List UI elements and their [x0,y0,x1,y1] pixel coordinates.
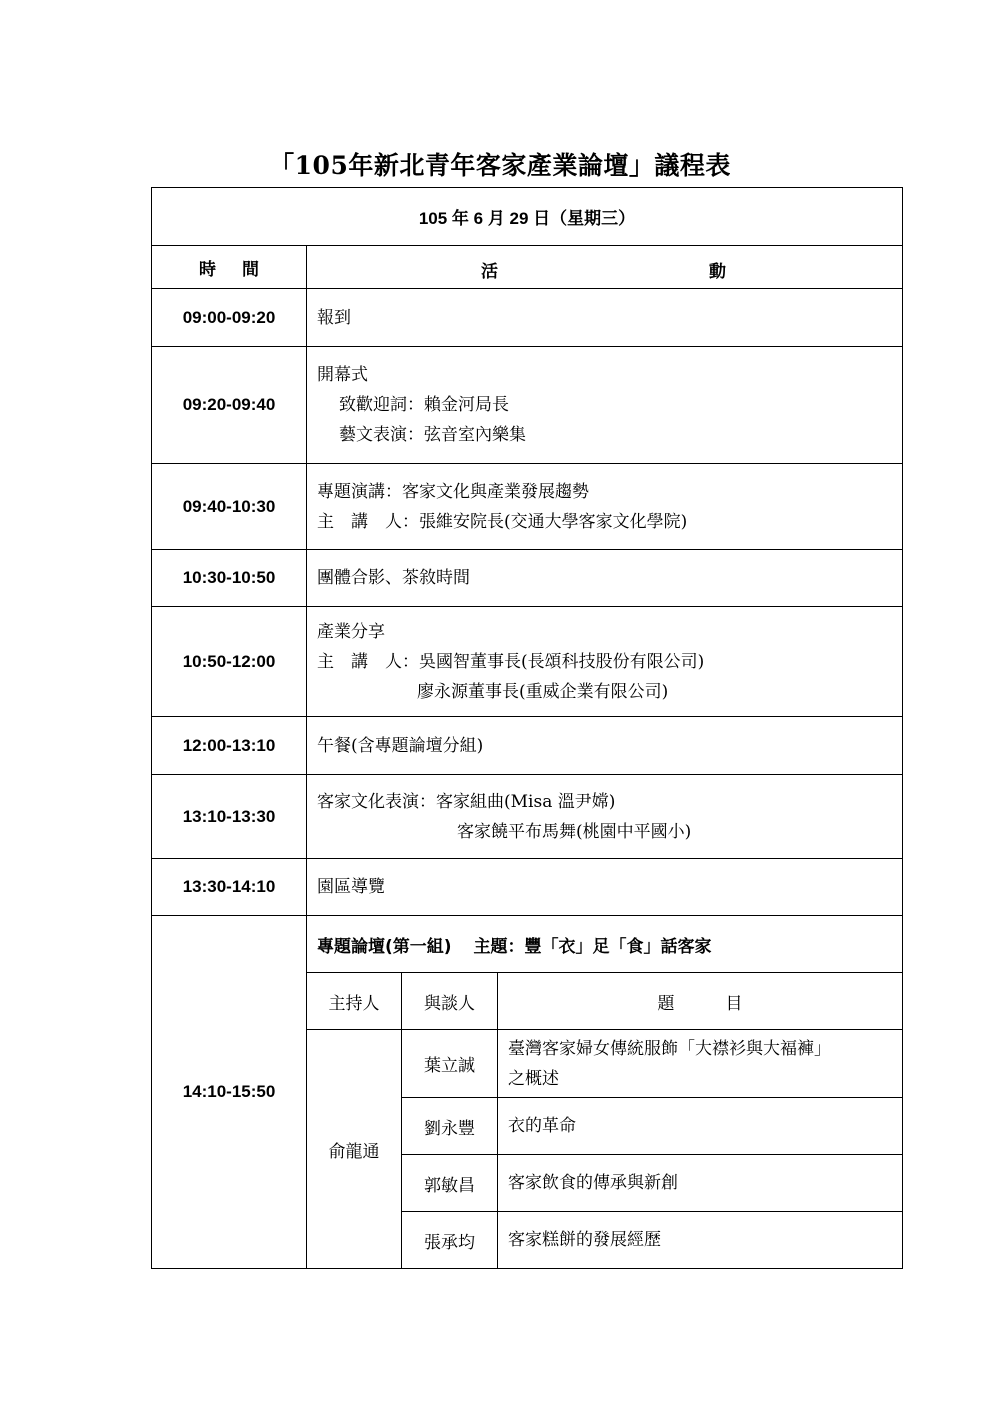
activity-line: 客家饒平布馬舞(桃園中平國小) [457,821,692,842]
row-activity [307,775,903,859]
agenda-row [152,607,903,717]
topic-line: 之概述 [508,1068,559,1089]
activity-line: 開幕式 [317,365,368,385]
activity-line: 團體合影、茶敘時間 [317,568,470,588]
forum-title-row [152,916,903,973]
agenda-table [151,187,903,1269]
activity-line: 廖永源董事長(重威企業有限公司) [417,681,669,702]
panel-topic [498,1030,903,1098]
activity-line: 藝文表演：弦音室內樂集 [339,425,526,445]
row-time: 13:10-13:30 [152,775,307,859]
date-row [152,188,903,246]
agenda-row [152,717,903,775]
col-panelist: 與談人 [402,973,498,1030]
agenda-row [152,550,903,607]
topic-line: 臺灣客家婦女傳統服飾「大襟衫與大褔褲」 [508,1038,831,1059]
activity-line: 主 講 人：張維安院長(交通大學客家文化學院) [317,511,688,532]
event-date: 105 年 6 月 29 日（星期三） [152,188,903,246]
header-row [152,246,903,289]
activity-line: 專題演講：客家文化與產業發展趨勢 [317,481,589,502]
forum-theme: 主題：豐「衣」足「食」話客家 [473,936,712,957]
row-activity [307,859,903,916]
header-time-char-2: 間 [242,259,259,279]
panelist-name: 劉永豐 [402,1098,498,1155]
row-time: 10:50-12:00 [152,607,307,717]
panelist-name: 葉立誠 [402,1030,498,1098]
row-time: 09:00-09:20 [152,289,307,347]
activity-line: 報到 [317,307,351,328]
header-time [152,246,307,289]
row-activity [307,289,903,347]
col-topic: 題 目 [498,973,903,1030]
row-time: 13:30-14:10 [152,859,307,916]
agenda-row [152,859,903,916]
row-activity [307,550,903,607]
row-activity [307,347,903,464]
document-title: 「105年新北青年客家產業論壇」議程表 [269,151,731,180]
header-time-char-1: 時 [199,259,216,279]
forum-time: 14:10-15:50 [152,916,307,1269]
agenda-row [152,347,903,464]
panelist-name: 郭敏昌 [402,1155,498,1212]
header-activity-char-1: 活 [481,262,498,281]
activity-line: 客家文化表演：客家組曲(Misa 溫尹嫦) [317,791,616,812]
panel-topic: 客家飲食的傳承與新創 [498,1155,903,1212]
row-time: 12:00-13:10 [152,717,307,775]
row-time: 09:40-10:30 [152,464,307,550]
panelist-name: 張承均 [402,1212,498,1269]
activity-line: 午餐(含專題論壇分組) [317,735,484,756]
row-activity [307,464,903,550]
forum-host: 俞龍通 [307,1030,402,1269]
panel-topic: 衣的革命 [498,1098,903,1155]
row-activity [307,717,903,775]
panel-topic: 客家糕餅的發展經歷 [498,1212,903,1269]
row-time: 09:20-09:40 [152,347,307,464]
forum-title [307,916,903,973]
agenda-row [152,464,903,550]
activity-line: 園區導覽 [317,877,385,897]
row-time: 10:30-10:50 [152,550,307,607]
header-activity [307,246,903,289]
activity-line: 主 講 人：吳國智董事長(長頌科技股份有限公司) [317,651,705,672]
col-host: 主持人 [307,973,402,1030]
activity-line: 產業分享 [317,621,385,642]
row-activity [307,607,903,717]
header-activity-char-2: 動 [709,262,726,281]
forum-group: 專題論壇(第一組) [317,936,452,957]
activity-line: 致歡迎詞：賴金河局長 [339,395,509,415]
agenda-row [152,775,903,859]
agenda-row [152,289,903,347]
